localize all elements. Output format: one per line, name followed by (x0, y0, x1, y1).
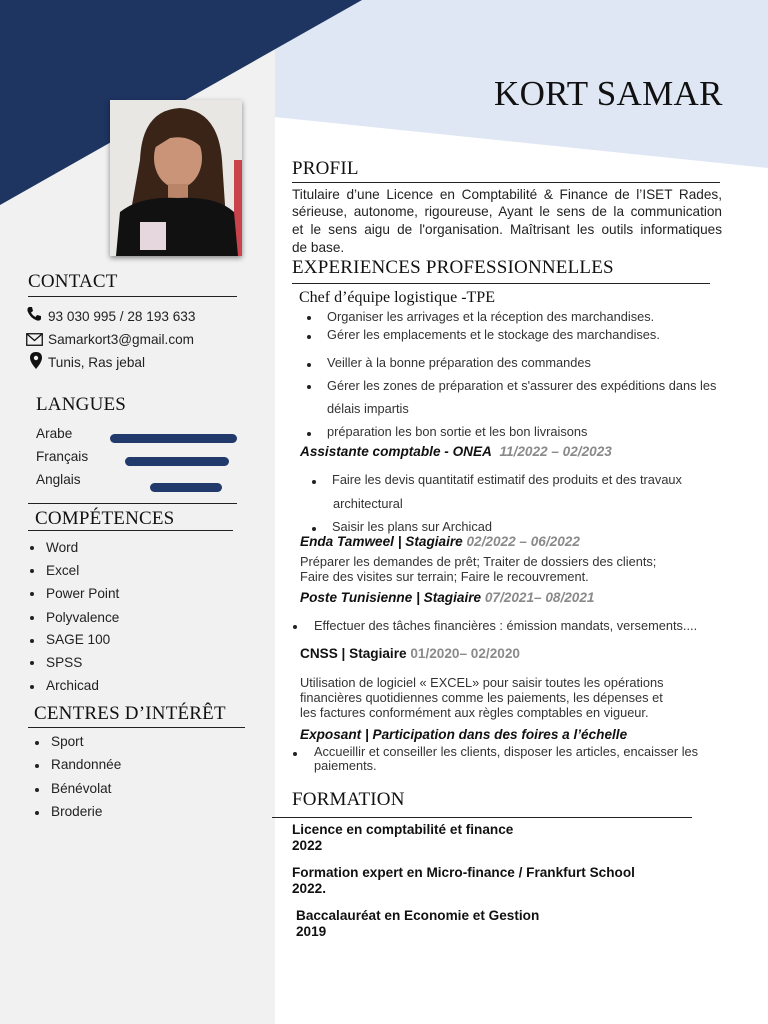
profile-line: et le sens aigu de l'organisation. Maîtrisant les outils informatiques (292, 222, 722, 237)
profile-line: sérieuse, autonome, rigoureuse, Ayant le sens de la communication (292, 204, 722, 219)
candidate-name: KORT SAMAR (494, 74, 723, 113)
job5-line: financières quotidiennes comme les paiements, les dépenses et (300, 690, 663, 705)
education-degree: Baccalauréat en Economie et Gestion (296, 908, 540, 923)
profile-title: PROFIL (292, 158, 359, 179)
job6-line: Accueillir et conseiller les clients, disposer les articles, encaisser les (314, 744, 699, 759)
language-anglais: Anglais (36, 472, 81, 487)
bullet (30, 546, 34, 550)
bullet (30, 592, 34, 596)
location-pin-icon (30, 352, 42, 369)
contact-phone: 93 030 995 / 28 193 633 (48, 309, 196, 324)
bullet (30, 661, 34, 665)
job3-date: 02/2022 – 06/2022 (466, 534, 580, 549)
languages-rule (28, 503, 237, 504)
profile-line: de base. (292, 240, 345, 255)
job-title-chef-equipe: Chef d’équipe logistique -TPE (299, 289, 495, 306)
language-bar-arabe (110, 434, 237, 443)
job5-date: 01/2020– 02/2020 (410, 646, 520, 661)
skill-item: Excel (46, 563, 80, 578)
job-title-poste-tunisienne (300, 590, 595, 605)
interests-title: CENTRES D’INTÉRÊT (34, 703, 226, 724)
profile-photo (110, 100, 242, 256)
profile-line: Titulaire d’une Licence en Comptabilité & Finance de l’ISET Rades, (292, 187, 722, 202)
language-bar-anglais (150, 483, 222, 492)
job2-bullet: Saisir les plans sur Archicad (332, 519, 493, 534)
skill-item: Word (46, 540, 79, 555)
job1-bullet: Gérer les zones de préparation et s'assurer des expéditions dans les (327, 378, 717, 393)
interest-item: Randonnée (51, 757, 122, 772)
skill-item: Archicad (46, 678, 99, 693)
job6-title: Exposant | Participation dans des foires a l’échelle (300, 727, 628, 742)
skills-title: COMPÉTENCES (35, 508, 175, 529)
job3-line: Préparer les demandes de prêt; Traiter de dossiers des clients; (300, 554, 657, 569)
education-year: 2022. (292, 881, 327, 896)
bullet (307, 335, 311, 339)
interest-item: Broderie (51, 804, 103, 819)
job4-bullet: Effectuer des tâches financières : émission mandats, versements.... (314, 618, 698, 633)
interest-item: Sport (51, 734, 84, 749)
profile-rule (292, 182, 720, 183)
interest-item: Bénévolat (51, 781, 112, 796)
job2-title: Assistante comptable - ONEA (300, 444, 492, 459)
job5-line: Utilisation de logiciel « EXCEL» pour saisir toutes les opérations (300, 675, 664, 690)
bullet (35, 788, 39, 792)
bullet (307, 316, 311, 320)
bullet (35, 764, 39, 768)
job-title-enda-tamweel (300, 534, 580, 549)
bullet (307, 432, 311, 436)
job1-bullet: Gérer les emplacements et le stockage des marchandises. (327, 327, 660, 342)
education-degree: Licence en comptabilité et finance (292, 822, 514, 837)
job1-bullet: Organiser les arrivages et la réception des marchandises. (327, 309, 655, 324)
job4-title: Poste Tunisienne | Stagiaire (300, 590, 482, 605)
job2-bullet-continued: architectural (333, 496, 403, 511)
skill-item: Power Point (46, 586, 120, 601)
contact-location: Tunis, Ras jebal (48, 355, 145, 370)
bullet (35, 741, 39, 745)
phone-icon (26, 306, 42, 322)
job-title-assistante-comptable (300, 444, 612, 459)
contact-email[interactable]: Samarkort3@gmail.com (48, 332, 195, 347)
experience-rule (292, 283, 710, 284)
education-rule (272, 817, 692, 818)
language-arabe: Arabe (36, 426, 73, 441)
job3-title: Enda Tamweel | Stagiaire (300, 534, 463, 549)
skill-item: SAGE 100 (46, 632, 111, 647)
bullet (307, 363, 311, 367)
bullet (293, 752, 297, 756)
experience-title: EXPERIENCES PROFESSIONNELLES (292, 257, 614, 278)
job1-bullet-continued: délais impartis (327, 401, 409, 416)
language-francais: Français (36, 449, 89, 464)
skill-item: Polyvalence (46, 610, 120, 625)
job4-date: 07/2021– 08/2021 (484, 590, 595, 605)
job-title-cnss (300, 646, 520, 661)
bullet (312, 480, 316, 484)
job5-title: CNSS | Stagiaire (300, 646, 407, 661)
job2-date: 11/2022 – 02/2023 (499, 444, 612, 459)
skill-item: SPSS (46, 655, 83, 670)
education-degree: Formation expert en Micro-finance / Frankfurt School (292, 865, 635, 880)
contact-title: CONTACT (28, 271, 118, 292)
bullet (30, 639, 34, 643)
languages-title: LANGUES (36, 394, 127, 415)
education-year: 2022 (292, 838, 323, 853)
job3-line: Faire des visites sur terrain; Faire le recouvrement. (300, 569, 589, 584)
bullet (35, 811, 39, 815)
mail-icon (26, 333, 43, 346)
bullet (293, 625, 297, 629)
job2-bullet: Faire les devis quantitatif estimatif des produits et des travaux (332, 472, 682, 487)
job5-line: les factures conformément aux règles comptables en vigueur. (300, 705, 649, 720)
language-bar-francais (125, 457, 229, 466)
job6-line: paiements. (314, 758, 377, 773)
skills-rule (28, 530, 233, 531)
bullet (30, 685, 34, 689)
bullet (312, 527, 316, 531)
education-year: 2019 (296, 924, 327, 939)
education-title: FORMATION (292, 789, 405, 810)
bullet (30, 569, 34, 573)
bullet (307, 385, 311, 389)
job1-bullet: Veiller à la bonne préparation des commandes (327, 355, 591, 370)
interests-rule (28, 727, 245, 728)
bullet (30, 616, 34, 620)
job1-bullet: préparation les bon sortie et les bon livraisons (327, 424, 588, 439)
contact-rule (28, 296, 237, 297)
